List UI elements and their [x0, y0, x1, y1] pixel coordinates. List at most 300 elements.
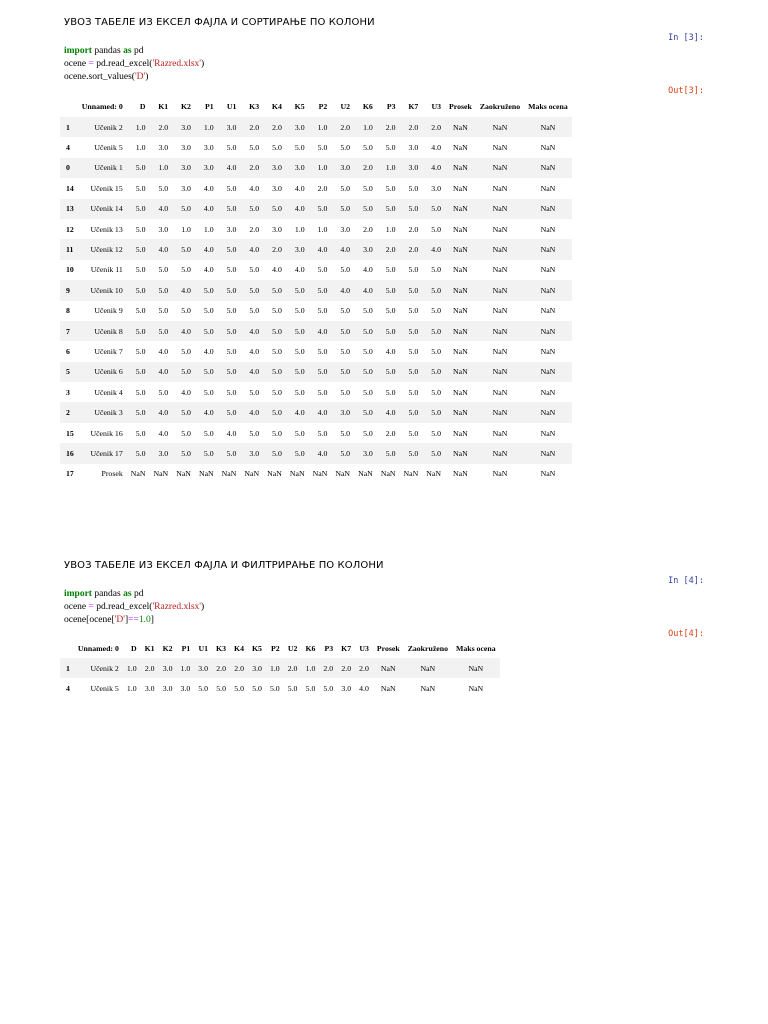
column-header: Zaokruženo — [479, 101, 521, 111]
table-cell: 1.0 — [180, 663, 191, 673]
table-cell: Učenik 16 — [90, 428, 123, 438]
table-cell: 5.0 — [135, 346, 146, 356]
table-cell: 4.0 — [431, 163, 442, 173]
table-cell: 3.0 — [272, 224, 282, 234]
table-cell: 5.0 — [135, 367, 146, 377]
table-cell: 1.0 — [181, 224, 191, 234]
table-cell: NaN — [540, 408, 556, 418]
table-cell: 3.0 — [340, 224, 351, 234]
table-cell: 3.0 — [158, 448, 169, 458]
table-cell: 5.0 — [408, 183, 419, 193]
table-cell: NaN — [453, 163, 468, 173]
row-index: 13 — [66, 204, 74, 214]
table-cell: 4.0 — [272, 265, 282, 275]
table-cell: 3.0 — [158, 224, 169, 234]
table-cell: 5.0 — [294, 306, 305, 316]
table-cell: 3.0 — [203, 143, 214, 153]
table-row — [60, 678, 500, 698]
table-cell: 5.0 — [135, 326, 146, 336]
table-cell: 2.0 — [408, 224, 419, 234]
table-row — [60, 260, 572, 280]
table-cell: 5.0 — [431, 265, 442, 275]
table-cell: 2.0 — [431, 122, 442, 132]
table-row — [60, 199, 572, 219]
table-cell: 5.0 — [287, 683, 298, 693]
table-cell: 4.0 — [317, 448, 328, 458]
table-cell: 5.0 — [135, 183, 146, 193]
table-cell: 5.0 — [408, 346, 419, 356]
table-cell: 1.0 — [305, 663, 316, 673]
table-cell: 2.0 — [363, 163, 373, 173]
row-index: 0 — [66, 163, 70, 173]
table-cell: 4.0 — [317, 245, 328, 255]
table-cell: 5.0 — [385, 367, 396, 377]
column-header: P1 — [181, 643, 191, 653]
table-cell: 2.0 — [249, 163, 260, 173]
table-cell: Učenik 3 — [94, 408, 123, 418]
column-header: Prosek — [376, 643, 400, 653]
table-cell: NaN — [492, 428, 508, 438]
table-cell: Učenik 4 — [94, 387, 123, 397]
table-cell: NaN — [492, 346, 508, 356]
table-cell: 4.0 — [203, 408, 214, 418]
table-cell: 5.0 — [135, 285, 146, 295]
table-cell: NaN — [403, 469, 419, 479]
table-cell: NaN — [492, 245, 508, 255]
table-cell: 5.0 — [340, 265, 351, 275]
table-cell: 5.0 — [135, 448, 146, 458]
table-cell: 5.0 — [272, 428, 282, 438]
table-cell: NaN — [540, 387, 556, 397]
code-text: pd — [131, 46, 144, 56]
code-string: 'D' — [114, 615, 125, 625]
table-cell: NaN — [453, 224, 468, 234]
table-row — [60, 362, 572, 382]
table-cell: 5.0 — [340, 306, 351, 316]
table-cell: 4.0 — [359, 683, 369, 693]
table-cell: 3.0 — [363, 448, 373, 458]
table-cell: 5.0 — [203, 326, 214, 336]
table-cell: 2.0 — [249, 122, 260, 132]
table-cell: 5.0 — [158, 387, 169, 397]
table-cell: 3.0 — [294, 122, 305, 132]
row-index: 2 — [66, 408, 70, 418]
code-string: 'D' — [134, 72, 146, 82]
table-cell: NaN — [380, 469, 396, 479]
table-cell: NaN — [453, 143, 468, 153]
table-cell: 4.0 — [203, 245, 214, 255]
table-cell: 5.0 — [305, 683, 316, 693]
table-cell: 5.0 — [158, 265, 169, 275]
table-cell: NaN — [540, 428, 556, 438]
table-cell: 5.0 — [385, 265, 396, 275]
table-cell: 5.0 — [363, 306, 373, 316]
table-cell: 3.0 — [249, 448, 260, 458]
table-cell: 5.0 — [340, 204, 351, 214]
table-cell: 5.0 — [249, 204, 260, 214]
table-cell: 4.0 — [203, 183, 214, 193]
table-cell: 5.0 — [181, 245, 191, 255]
table-cell: NaN — [453, 346, 468, 356]
table-cell: 5.0 — [249, 143, 260, 153]
table-cell: 4.0 — [317, 408, 328, 418]
column-header: Unnamed: 0 — [81, 101, 123, 111]
table-cell: 5.0 — [226, 387, 237, 397]
table-cell: 5.0 — [340, 183, 351, 193]
table-cell: 4.0 — [294, 183, 305, 193]
table-row — [60, 443, 572, 463]
table-cell: 3.0 — [226, 224, 237, 234]
table-cell: 3.0 — [180, 683, 191, 693]
table-cell: 5.0 — [317, 143, 328, 153]
table-cell: 5.0 — [226, 183, 237, 193]
table-cell: 5.0 — [323, 683, 334, 693]
table-cell: 4.0 — [249, 367, 260, 377]
table-cell: 4.0 — [363, 265, 373, 275]
code-keyword: import — [64, 46, 92, 56]
table-cell: 1.0 — [294, 224, 305, 234]
table-cell: 5.0 — [408, 306, 419, 316]
table-row — [60, 239, 572, 259]
table-cell: 3.0 — [272, 183, 282, 193]
column-header: K3 — [216, 643, 226, 653]
table-cell: 5.0 — [408, 428, 419, 438]
table-cell: 2.0 — [158, 122, 169, 132]
table-row — [60, 321, 572, 341]
table-cell: 2.0 — [359, 663, 369, 673]
table-cell: 5.0 — [408, 265, 419, 275]
table-cell: 5.0 — [363, 387, 373, 397]
table-cell: 5.0 — [363, 143, 373, 153]
table-cell: 5.0 — [431, 285, 442, 295]
table-cell: 5.0 — [317, 204, 328, 214]
table-cell: Učenik 10 — [90, 285, 123, 295]
table-cell: 5.0 — [340, 326, 351, 336]
table-cell: 4.0 — [158, 367, 169, 377]
table-cell: 5.0 — [135, 204, 146, 214]
table-cell: NaN — [453, 387, 468, 397]
code-text: ocene.sort_values( — [64, 72, 135, 82]
table-cell: Učenik 17 — [90, 448, 123, 458]
code-text: pd — [131, 589, 144, 599]
table-cell: 5.0 — [203, 285, 214, 295]
row-index: 12 — [66, 224, 74, 234]
table-cell: 5.0 — [272, 285, 282, 295]
table-cell: 1.0 — [135, 122, 146, 132]
column-header: P2 — [271, 643, 280, 653]
row-index: 15 — [66, 428, 74, 438]
table-cell: 5.0 — [340, 448, 351, 458]
table-cell: 5.0 — [431, 428, 442, 438]
table-cell: 5.0 — [340, 387, 351, 397]
table-cell: 5.0 — [203, 387, 214, 397]
table-cell: NaN — [492, 122, 508, 132]
column-header: Zaokruženo — [407, 643, 448, 653]
table-cell: 5.0 — [408, 285, 419, 295]
row-index: 11 — [66, 245, 74, 255]
table-cell: 5.0 — [181, 448, 191, 458]
table-cell: NaN — [492, 469, 508, 479]
table-cell: 2.0 — [234, 663, 244, 673]
table-row — [60, 178, 572, 198]
table-cell: NaN — [453, 306, 468, 316]
table-cell: 4.0 — [340, 285, 351, 295]
table-cell: NaN — [335, 469, 351, 479]
table-cell: Učenik 14 — [90, 204, 123, 214]
table-cell: 5.0 — [431, 326, 442, 336]
table-cell: NaN — [492, 326, 508, 336]
column-header: K5 — [251, 643, 262, 653]
table-cell: 4.0 — [385, 346, 396, 356]
table-cell: 5.0 — [272, 387, 282, 397]
table-cell: 3.0 — [272, 163, 282, 173]
table-cell: 3.0 — [341, 683, 352, 693]
table-cell: NaN — [492, 204, 508, 214]
table-cell: 4.0 — [158, 428, 169, 438]
code-cell[interactable] — [64, 45, 204, 84]
table-cell: 3.0 — [181, 122, 191, 132]
table-cell: 1.0 — [317, 224, 328, 234]
table-cell: 4.0 — [385, 408, 396, 418]
table-cell: 5.0 — [317, 346, 328, 356]
table-cell: 5.0 — [385, 306, 396, 316]
section-title-filter: УВОЗ ТАБЕЛЕ ИЗ ЕКСЕЛ ФАЈЛА И ФИЛТРИРАЊЕ ПО КОЛОНИ — [64, 560, 384, 571]
table-cell: 4.0 — [226, 428, 237, 438]
table-cell: 4.0 — [203, 346, 214, 356]
table-cell: 3.0 — [363, 245, 373, 255]
table-cell: 3.0 — [158, 143, 169, 153]
column-header: K4 — [271, 101, 282, 111]
table-cell: NaN — [492, 163, 508, 173]
table-cell: 5.0 — [272, 346, 282, 356]
table-cell: 5.0 — [408, 326, 419, 336]
table-cell: 3.0 — [408, 143, 419, 153]
table-cell: NaN — [312, 469, 328, 479]
table-cell: 5.0 — [317, 428, 328, 438]
table-cell: 1.0 — [317, 122, 328, 132]
in-prompt: In [4]: — [668, 576, 704, 586]
column-header: K7 — [341, 643, 352, 653]
table-cell: 4.0 — [294, 265, 305, 275]
table-cell: Učenik 7 — [94, 346, 123, 356]
column-header: U1 — [226, 101, 237, 111]
dataframe-sorted — [60, 95, 572, 484]
table-cell: 2.0 — [317, 183, 328, 193]
code-text: ] — [124, 615, 129, 625]
table-row — [60, 382, 572, 402]
code-operator: == — [128, 615, 139, 625]
table-cell: NaN — [492, 408, 508, 418]
table-cell: NaN — [540, 448, 556, 458]
table-row — [60, 658, 500, 678]
table-cell: Učenik 5 — [94, 143, 123, 153]
table-cell: 1.0 — [385, 224, 396, 234]
table-cell: 5.0 — [317, 306, 328, 316]
table-cell: NaN — [453, 367, 468, 377]
table-cell: Učenik 6 — [94, 367, 123, 377]
row-index: 8 — [66, 306, 70, 316]
table-cell: NaN — [468, 663, 484, 673]
table-cell: NaN — [540, 367, 556, 377]
table-cell: 5.0 — [408, 387, 419, 397]
table-cell: NaN — [453, 469, 468, 479]
table-cell: NaN — [492, 285, 508, 295]
table-cell: Učenik 9 — [94, 306, 123, 316]
table-cell: 1.0 — [126, 683, 137, 693]
table-row — [60, 301, 572, 321]
table-cell: Učenik 1 — [94, 163, 123, 173]
table-cell: NaN — [420, 663, 436, 673]
table-cell: 5.0 — [249, 265, 260, 275]
code-text: ) — [201, 602, 205, 612]
table-cell: 4.0 — [181, 326, 191, 336]
table-row — [60, 158, 572, 178]
code-keyword: as — [123, 589, 132, 599]
table-cell: 5.0 — [181, 204, 191, 214]
index-header — [60, 638, 74, 658]
table-cell: 5.0 — [272, 306, 282, 316]
table-cell: 2.0 — [340, 122, 351, 132]
table-cell: 4.0 — [181, 285, 191, 295]
column-header: U2 — [287, 643, 298, 653]
table-cell: NaN — [540, 326, 556, 336]
table-cell: 5.0 — [226, 143, 237, 153]
column-header: K1 — [158, 101, 169, 111]
table-cell: NaN — [492, 387, 508, 397]
table-cell: 5.0 — [294, 428, 305, 438]
table-cell: NaN — [492, 143, 508, 153]
table-cell: NaN — [380, 683, 396, 693]
table-cell: 5.0 — [226, 346, 237, 356]
table-cell: 2.0 — [363, 224, 373, 234]
table-cell: NaN — [453, 448, 468, 458]
header-row — [60, 638, 500, 658]
table-cell: NaN — [244, 469, 260, 479]
table-cell: NaN — [540, 346, 556, 356]
table-cell: 5.0 — [431, 387, 442, 397]
column-header: K4 — [234, 643, 244, 653]
column-header: Maks ocena — [528, 101, 568, 111]
table-cell: NaN — [492, 265, 508, 275]
table-cell: 4.0 — [158, 346, 169, 356]
table-cell: 5.0 — [385, 285, 396, 295]
table-cell: 5.0 — [158, 326, 169, 336]
table-cell: 4.0 — [158, 245, 169, 255]
column-header: P3 — [386, 101, 396, 111]
table-cell: 5.0 — [249, 428, 260, 438]
table-cell: 5.0 — [317, 285, 328, 295]
table-cell: 2.0 — [323, 663, 334, 673]
table-cell: 5.0 — [431, 346, 442, 356]
dataframe-body — [60, 658, 500, 698]
table-row — [60, 137, 572, 157]
table-cell: 1.0 — [135, 143, 146, 153]
column-header: D — [130, 643, 137, 653]
table-cell: NaN — [540, 122, 556, 132]
table-cell: 2.0 — [287, 663, 298, 673]
table-cell: 2.0 — [341, 663, 352, 673]
table-cell: 3.0 — [408, 163, 419, 173]
table-cell: 4.0 — [203, 204, 214, 214]
code-operator: = — [88, 602, 94, 612]
table-cell: NaN — [540, 469, 556, 479]
column-header: P2 — [318, 101, 328, 111]
table-cell: 5.0 — [226, 285, 237, 295]
table-cell: 4.0 — [226, 163, 237, 173]
table-cell: NaN — [198, 469, 214, 479]
code-cell[interactable] — [64, 588, 204, 627]
table-cell: NaN — [540, 183, 556, 193]
code-text: ) — [145, 72, 149, 82]
code-text: ) — [201, 59, 205, 69]
table-cell: 5.0 — [317, 367, 328, 377]
table-cell: NaN — [221, 469, 237, 479]
table-cell: 2.0 — [216, 663, 226, 673]
table-cell: NaN — [176, 469, 191, 479]
table-cell: 4.0 — [158, 408, 169, 418]
table-cell: 5.0 — [158, 183, 169, 193]
in-prompt: In [3]: — [668, 33, 704, 43]
column-header: Unnamed: 0 — [77, 643, 119, 653]
table-cell: 5.0 — [340, 143, 351, 153]
column-header: P3 — [324, 643, 334, 653]
table-row — [60, 280, 572, 300]
row-index: 17 — [66, 469, 74, 479]
table-cell: 5.0 — [385, 143, 396, 153]
table-cell: Učenik 2 — [90, 663, 119, 673]
table-cell: 5.0 — [431, 448, 442, 458]
table-cell: NaN — [130, 469, 146, 479]
out-prompt: Out[4]: — [668, 629, 704, 639]
table-cell: 3.0 — [162, 663, 173, 673]
table-cell: Učenik 8 — [94, 326, 123, 336]
dataframe-body — [60, 117, 572, 484]
table-cell: 5.0 — [203, 428, 214, 438]
row-index: 1 — [66, 663, 70, 673]
table-cell: 5.0 — [252, 683, 262, 693]
table-cell: 5.0 — [317, 387, 328, 397]
table-cell: 5.0 — [181, 306, 191, 316]
table-cell: NaN — [153, 469, 169, 479]
table-cell: 5.0 — [203, 448, 214, 458]
table-cell: 3.0 — [181, 183, 191, 193]
table-cell: 5.0 — [363, 367, 373, 377]
column-header: U3 — [431, 101, 442, 111]
row-index: 4 — [66, 143, 70, 153]
table-cell: 2.0 — [272, 122, 282, 132]
table-cell: 5.0 — [272, 408, 282, 418]
table-cell: 2.0 — [385, 245, 396, 255]
table-cell: 4.0 — [203, 265, 214, 275]
index-header — [60, 95, 78, 117]
table-cell: 5.0 — [294, 448, 305, 458]
table-cell: 5.0 — [135, 224, 146, 234]
table-cell: 5.0 — [181, 367, 191, 377]
column-header: U1 — [198, 643, 209, 653]
table-cell: 5.0 — [226, 204, 237, 214]
table-cell: 5.0 — [226, 245, 237, 255]
header-row — [60, 95, 572, 117]
table-cell: 5.0 — [431, 306, 442, 316]
table-cell: 5.0 — [340, 428, 351, 438]
code-text: pandas — [91, 589, 124, 599]
code-string: 'Razred.xlsx' — [152, 602, 201, 612]
table-cell: 5.0 — [226, 306, 237, 316]
section-title-sort: УВОЗ ТАБЕЛЕ ИЗ ЕКСЕЛ ФАЈЛА И СОРТИРАЊЕ ПО КОЛОНИ — [64, 17, 375, 28]
table-cell: NaN — [492, 224, 508, 234]
table-cell: 3.0 — [203, 163, 214, 173]
column-header: K2 — [162, 643, 173, 653]
